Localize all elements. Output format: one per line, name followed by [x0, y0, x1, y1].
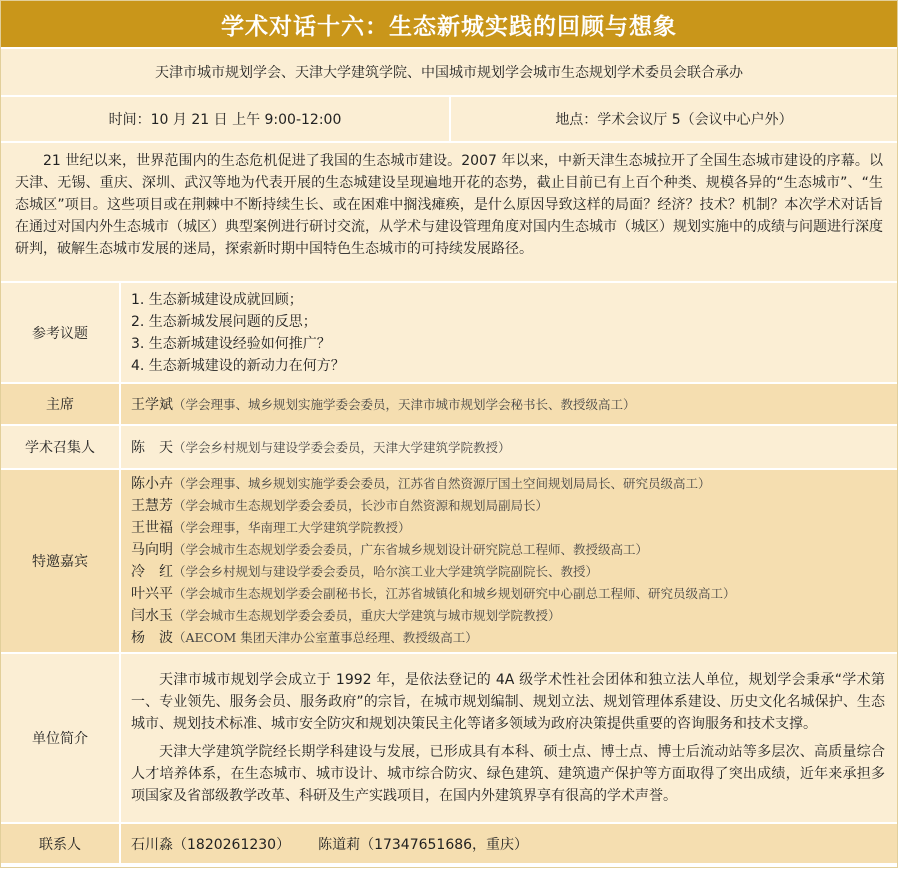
units-text: [121, 654, 897, 822]
chair-note: （学会理事、城乡规划实施学委会委员，天津市城市规划学会秘书长、教授级高工）: [173, 397, 636, 412]
guest-note: （学会城市生态规划学委会委员，重庆大学建筑与城市规划学院教授）: [173, 608, 561, 623]
guest-name: 王慧芳: [131, 498, 173, 514]
guest-note: （学会乡村规划与建设学委会委员，哈尔滨工业大学建筑学院副院长、教授）: [173, 564, 599, 579]
session-time: 时间：10 月 21 日 上午 9:00-12:00: [1, 97, 451, 141]
guest-name: 叶兴平: [131, 586, 173, 602]
guest-item: [131, 495, 885, 517]
guest-note: （学会城市生态规划学委会委员，广东省城乡规划设计研究院总工程师、教授级高工）: [173, 542, 649, 557]
units-row: [1, 652, 897, 822]
chair-row: [1, 382, 897, 424]
session-title: 学术对话十六：生态新城实践的回顾与想象: [1, 1, 897, 47]
guest-item: [131, 583, 885, 605]
guest-name: 陈小卉: [131, 476, 173, 492]
guest-name: 杨 波: [131, 630, 173, 646]
guest-item: [131, 561, 885, 583]
guest-item: [131, 473, 885, 495]
convener-row: [1, 424, 897, 468]
topic-item: 3. 生态新城建设经验如何推广？: [131, 335, 331, 352]
guest-name: 闫水玉: [131, 608, 173, 624]
topic-item: 4. 生态新城建设的新动力在何方？: [131, 357, 345, 374]
guest-item: [131, 605, 885, 627]
convener-label: 学术召集人: [1, 426, 121, 468]
contact-person: 陈道莉（17347651686，重庆）: [318, 836, 529, 853]
contact-label: 联系人: [1, 824, 121, 863]
unit-paragraph: 天津大学建筑学院经长期学科建设与发展，已形成具有本科、硕士点、博士点、博士后流动站等多层次、高质量综合人才培养体系，在生态城市、城市设计、城市综合防灾、绿色建筑、建筑遗产保护等方面取得了突出成绩，近年来承担多项国家及省部级教学改革、科研及生产实践项目，在国内外建筑界享有很高的学术声誉。: [131, 744, 885, 804]
guests-list: [121, 470, 897, 652]
topics-label: 参考议题: [1, 283, 121, 382]
guest-item: [131, 627, 885, 649]
units-label: 单位简介: [1, 654, 121, 822]
guest-item: [131, 539, 885, 561]
guests-row: [1, 468, 897, 652]
topic-item: 2. 生态新城发展问题的反思；: [131, 313, 317, 330]
guest-note: （AECOM 集团天津办公室董事总经理、教授级高工）: [173, 630, 478, 645]
guest-note: （学会城市生态规划学委会副秘书长，江苏省城镇化和城乡规划研究中心副总工程师、研究员级高工）: [173, 586, 736, 601]
convener-note: （学会乡村规划与建设学委会委员，天津大学建筑学院教授）: [173, 440, 511, 455]
intro-paragraph: 21 世纪以来，世界范围内的生态危机促进了我国的生态城市建设。2007 年以来，中新天津生态城拉开了全国生态城市建设的序幕。以天津、无锡、重庆、深圳、武汉等地为代表开展的生态城建设呈现遍地开花的态势，截止目前已有上百个种类、规模各异的“生态城市”、“生态城区”项目。这些项目或在荆棘中不断持续生长、或在困难中搁浅瘫痪，是什么原因导致这样的局面？经济？技术？机制？本次学术对话旨在通过对国内外生态城市（城区）典型案例进行研讨交流，从学术与建设管理角度对国内生态城市（城区）规划实施中的成绩与问题进行深度研判，破解生态城市发展的迷局，探索新时期中国特色生态城市的可持续发展路径。: [1, 141, 897, 281]
guest-note: （学会理事、城乡规划实施学委会委员，江苏省自然资源厅国土空间规划局局长、研究员级高工）: [173, 476, 711, 491]
guest-name: 冷 红: [131, 564, 173, 580]
chair-name: 王学斌: [131, 397, 173, 413]
convener-name: 陈 天: [131, 440, 173, 456]
guest-name: 王世福: [131, 520, 173, 536]
topics-row: [1, 281, 897, 382]
time-place-row: [1, 95, 897, 141]
session-place: 地点：学术会议厅 5（会议中心户外）: [451, 97, 897, 141]
topic-item: 1. 生态新城建设成就回顾；: [131, 291, 303, 308]
unit-paragraph: 天津市城市规划学会成立于 1992 年，是依法登记的 4A 级学术性社会团体和独立法人单位，规划学会秉承“学术第一、专业领先、服务会员、服务政府”的宗旨，在城市规划编制、规划立法、规划管理体系建设、历史文化名城保护、生态城市、规划技术标准、城市安全防灾和规划决策民主化等诸多领域为政府决策提供重要的咨询服务和技术支撑。: [131, 672, 885, 732]
guest-item: [131, 517, 885, 539]
chair-label: 主席: [1, 384, 121, 424]
contact-row: [1, 822, 897, 863]
guest-note: （学会城市生态规划学委会委员，长沙市自然资源和规划局副局长）: [173, 498, 549, 513]
guest-name: 马向明: [131, 542, 173, 558]
contact-person: 石川淼（1820261230）: [131, 836, 291, 853]
guests-label: 特邀嘉宾: [1, 470, 121, 652]
guest-note: （学会理事，华南理工大学建筑学院教授）: [173, 520, 411, 535]
topics-list: [121, 283, 897, 382]
organizers: 天津市城市规划学会、天津大学建筑学院、中国城市规划学会城市生态规划学术委员会联合承办: [1, 47, 897, 95]
